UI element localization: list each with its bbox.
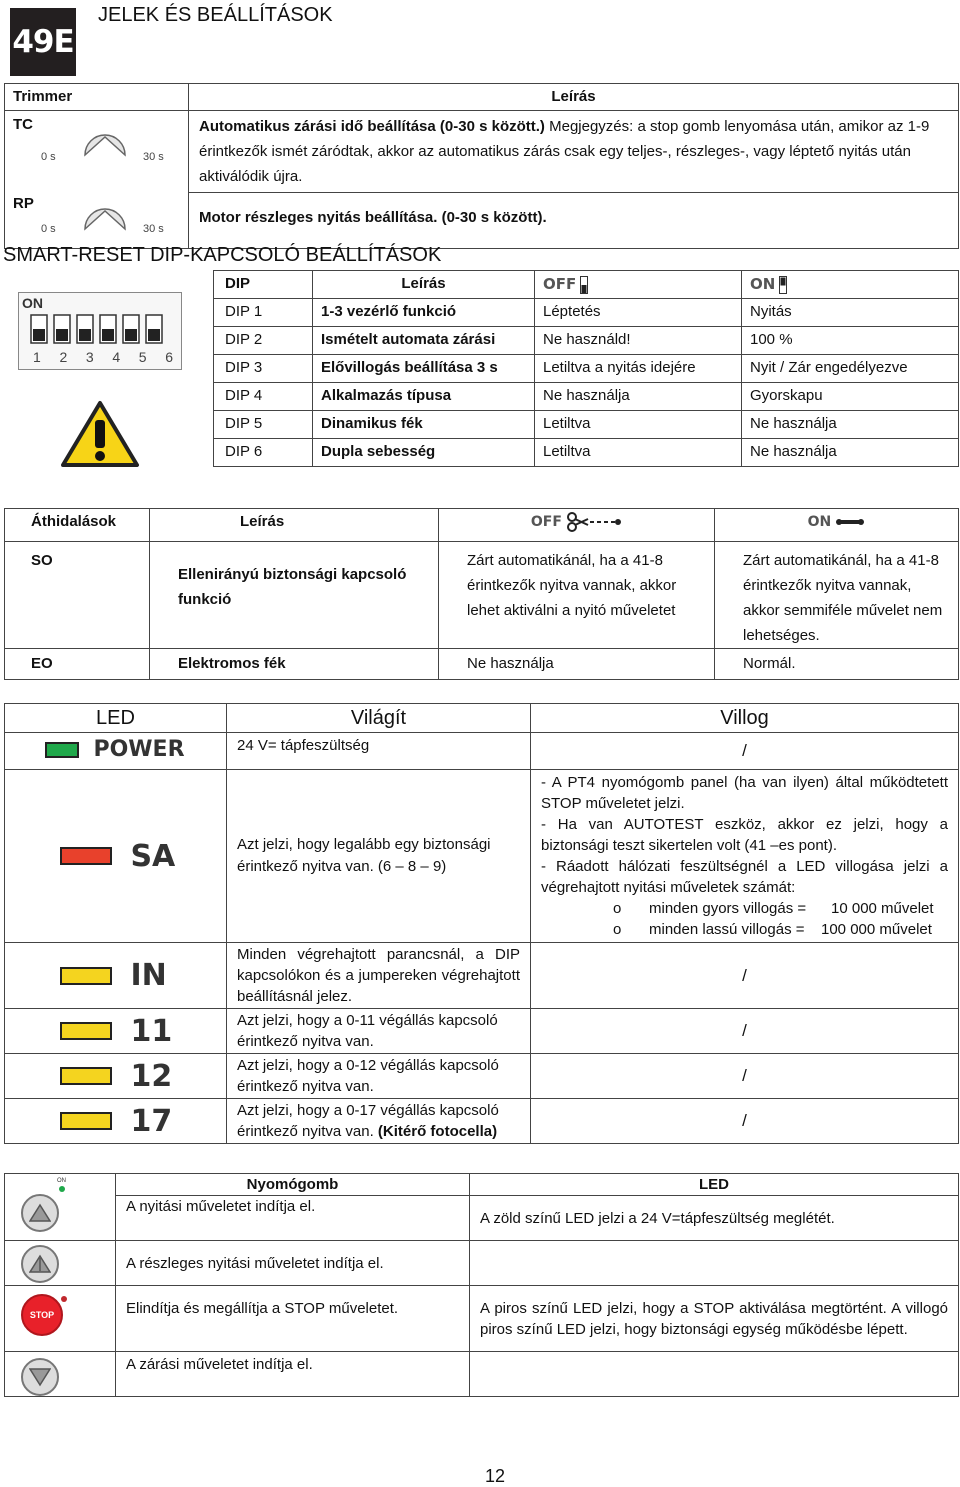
blink-header: Villog [531, 704, 959, 733]
jumpers-header: Áthidalások [5, 509, 150, 542]
red-led-icon [61, 1296, 67, 1302]
button-row [5, 1352, 959, 1397]
switch-number: 2 [59, 349, 68, 365]
button-desc: Elindítja és megállítja a STOP műveletet. [116, 1286, 470, 1352]
lit-text: Azt jelzi, hogy a 0-17 végállás kapcsoló érintkező nyitva van. [237, 1102, 499, 1140]
jumper-desc: Elektromos fék [150, 649, 439, 680]
led-12-icon [60, 1067, 112, 1085]
switch-number: 1 [33, 349, 41, 365]
jumper-on: Zárt automatikánál, ha a 41-8 érintkezők nyitva vannak, akkor semmiféle művelet nem lehetséges. [715, 542, 959, 649]
in-led-icon [60, 967, 112, 985]
switch-number: 3 [85, 349, 94, 365]
off-label: OFF [530, 514, 562, 530]
dip-off: Ne használja [535, 383, 742, 411]
button-header: Nyomógomb [116, 1174, 470, 1196]
led-label: 12 [130, 1058, 173, 1094]
led-lit-text: Minden végrehajtott parancsnál, a DIP kapcsolókon és a jumpereken végrehajtott beállításnál jelez. [227, 943, 531, 1009]
dip-switch-block-icon [18, 292, 182, 370]
trimmer-dial-icon [79, 123, 131, 161]
dip-desc: Ismételt automata zárási [313, 327, 535, 355]
led-row [5, 770, 959, 943]
led-17-icon [60, 1112, 112, 1130]
led-in-cell [5, 943, 227, 1009]
jumper-name: SO [5, 542, 150, 649]
jumper-desc: Ellenirányú biztonsági kapcsoló funkció [150, 542, 439, 649]
led-table [4, 703, 959, 1144]
bullet-value: 10 000 művelet [831, 900, 934, 917]
blink-bullet [541, 919, 948, 940]
led-label: 11 [130, 1013, 173, 1049]
switch-on-label: ON [22, 295, 43, 311]
jumper-on: Normál. [715, 649, 959, 680]
desc-bold: Motor részleges nyitás beállítása. (0-30 s között). [199, 209, 547, 226]
dip-desc: Alkalmazás típusa [313, 383, 535, 411]
led-lit-text: Azt jelzi, hogy legalább egy biztonsági érintkező nyitva van. (6 – 8 – 9) [227, 770, 531, 943]
switch-number: 6 [165, 349, 173, 365]
led-11-cell [5, 1009, 227, 1054]
led-blink-text: / [531, 943, 959, 1009]
button-row [5, 1196, 959, 1241]
dip-on: Gyorskapu [742, 383, 959, 411]
led-blink-text: / [531, 1099, 959, 1144]
led-17-cell [5, 1099, 227, 1144]
led-blink-text: / [531, 733, 959, 770]
cut-jumper-icon [566, 512, 622, 532]
button-desc: A nyitási műveletet indítja el. [116, 1196, 470, 1241]
buttons-table [4, 1173, 959, 1397]
dip-header: DIP [214, 271, 313, 299]
dip-row [214, 439, 959, 467]
button-led-desc: A piros színű LED jelzi, hogy a STOP aktiválása megtörtént. A villogó piros színű LED jelzi, hogy biztonsági egység működésbe lépett. [470, 1286, 959, 1352]
button-desc: A részleges nyitási műveletet indítja el. [116, 1241, 470, 1286]
dip-desc-header: Leírás [313, 271, 535, 299]
led-lit-text: Azt jelzi, hogy a 0-11 végállás kapcsoló érintkező nyitva van. [227, 1009, 531, 1054]
bullet-value: 100 000 művelet [821, 921, 932, 938]
button-led-header: LED [470, 1174, 959, 1196]
dip-desc: 1-3 vezérlő funkció [313, 299, 535, 327]
trimmer-header: Trimmer [5, 84, 189, 111]
close-icon[interactable] [21, 1358, 59, 1396]
blink-line: - Ha van AUTOTEST eszköz, akkor ez jelzi, hogy a biztonsági teszt sikertelen volt (41 –es pont). [541, 816, 948, 854]
jumper-off: Zárt automatikánál, ha a 41-8 érintkezők nyitva vannak, akkor lehet aktiválni a nyitó műveletet [439, 542, 715, 649]
led-label: IN [130, 958, 167, 993]
dip-id: DIP 2 [214, 327, 313, 355]
dip-on: 100 % [742, 327, 959, 355]
led-12-cell [5, 1054, 227, 1099]
dip-desc: Dupla sebesség [313, 439, 535, 467]
dial-min-label: 0 s [41, 151, 56, 163]
lit-bold-text: (Kitérő fotocella) [377, 1123, 498, 1140]
led-lit-text [227, 1099, 531, 1144]
dip-row [214, 299, 959, 327]
dip-off: Letiltva a nyitás idejére [535, 355, 742, 383]
warning-icon [60, 400, 140, 468]
led-label: 17 [130, 1103, 173, 1139]
dip-row [214, 383, 959, 411]
led-11-icon [60, 1022, 112, 1040]
dip-on: Ne használja [742, 439, 959, 467]
trimmer-rp-description [189, 193, 959, 249]
dip-switches-icon [27, 313, 175, 345]
led-row [5, 943, 959, 1009]
jumper-off: Ne használja [439, 649, 715, 680]
trimmer-table [4, 83, 959, 249]
dip-off-header [535, 271, 742, 299]
button-led-desc [470, 1241, 959, 1286]
led-row [5, 733, 959, 770]
section-badge: 49E [10, 8, 76, 76]
blink-line: - Ráadott hálózati feszültségnél a LED villogása jelzi a végrehajtott nyitási műveletek számát: [541, 858, 948, 896]
dip-id: DIP 5 [214, 411, 313, 439]
button-desc: A zárási műveletet indítja el. [116, 1352, 470, 1397]
button-icon-cell [5, 1177, 116, 1241]
led-blink-text [531, 770, 959, 943]
dial-max-label: 30 s [143, 151, 164, 163]
bullet-text: minden gyors villogás = [649, 900, 807, 917]
jumpers-off-header [439, 509, 715, 542]
dip-row [214, 355, 959, 383]
dip-section-title: SMART-RESET DIP-KAPCSOLÓ BEÁLLÍTÁSOK [3, 244, 442, 266]
dip-on: Nyitás [742, 299, 959, 327]
description-header: Leírás [189, 84, 959, 111]
dial-min-label: 0 s [41, 222, 56, 235]
dip-off: Letiltva [535, 439, 742, 467]
dip-id: DIP 3 [214, 355, 313, 383]
led-row [5, 1009, 959, 1054]
jumpers-on-header [715, 509, 959, 542]
dip-table [213, 270, 959, 467]
led-power-cell [5, 733, 227, 770]
led-header: LED [5, 704, 227, 733]
bullet-text: minden lassú villogás = [649, 921, 805, 938]
sa-led-icon [60, 847, 112, 865]
jumpers-desc-header: Leírás [150, 509, 439, 542]
dip-id: DIP 1 [214, 299, 313, 327]
led-row [5, 1054, 959, 1099]
led-blink-text: / [531, 1054, 959, 1099]
button-led-desc: A zöld színű LED jelzi a 24 V=tápfeszültség meglétét. [470, 1196, 959, 1241]
page-number: 12 [484, 1466, 506, 1486]
led-lit-text: Azt jelzi, hogy a 0-12 végállás kapcsoló érintkező nyitva van. [227, 1054, 531, 1099]
jumpers-table [4, 508, 959, 680]
bullet-mark: o [613, 921, 622, 938]
button-icon-cell [5, 1286, 116, 1352]
dip-off: Letiltva [535, 411, 742, 439]
jumper-row [5, 649, 959, 680]
dial-max-label: 30 s [143, 222, 164, 235]
page-title: JELEK ÉS BEÁLLÍTÁSOK [98, 4, 333, 26]
dip-row [214, 327, 959, 355]
trimmer-name: RP [13, 194, 34, 212]
green-led-icon [59, 1186, 65, 1192]
trimmer-name: TC [13, 116, 33, 133]
partial-open-icon[interactable] [21, 1245, 59, 1283]
trimmer-dial-icon [79, 197, 131, 235]
button-icon-cell [5, 1352, 116, 1397]
dip-on: Ne használja [742, 411, 959, 439]
on-label: ON [750, 275, 776, 293]
dip-off: Léptetés [535, 299, 742, 327]
led-sa-cell [5, 770, 227, 943]
switch-on-icon [779, 276, 787, 294]
switch-number: 5 [138, 349, 147, 365]
open-icon[interactable] [21, 1194, 59, 1232]
jumper-name: EO [5, 649, 150, 680]
dip-row [214, 411, 959, 439]
bullet-mark: o [613, 900, 622, 917]
jumper-on-icon [835, 512, 865, 532]
blink-bullet [541, 898, 948, 919]
led-row [5, 1099, 959, 1144]
off-label: OFF [543, 275, 577, 293]
trimmer-tc-cell [5, 111, 189, 193]
dip-on: Nyit / Zár engedélyezve [742, 355, 959, 383]
button-led-desc [470, 1352, 959, 1397]
dip-id: DIP 6 [214, 439, 313, 467]
jumper-row [5, 542, 959, 649]
blink-line: - A PT4 nyomógomb panel (ha van ilyen) által működtetett STOP műveletet jelzi. [541, 774, 948, 812]
switch-off-icon [580, 276, 588, 294]
on-label: ON [807, 514, 832, 530]
trimmer-rp-cell [5, 193, 189, 249]
dip-desc: Dinamikus fék [313, 411, 535, 439]
button-icon-cell [5, 1241, 116, 1286]
stop-icon[interactable]: STOP [21, 1294, 63, 1336]
button-row [5, 1286, 959, 1352]
dip-on-header [742, 271, 959, 299]
led-label: POWER [93, 737, 185, 762]
desc-bold: Automatikus zárási idő beállítása (0-30 s között.) [199, 118, 545, 135]
button-row [5, 1241, 959, 1286]
dip-id: DIP 4 [214, 383, 313, 411]
on-small-label: ON [57, 1177, 66, 1184]
dip-off: Ne használd! [535, 327, 742, 355]
lit-header: Világít [227, 704, 531, 733]
trimmer-tc-description [189, 111, 959, 193]
dip-desc: Elővillogás beállítása 3 s [313, 355, 535, 383]
power-led-icon [45, 742, 79, 758]
switch-numbers [33, 349, 173, 365]
desc-text: Megjegyzés: a stop gomb lenyomása után, amikor az 1-9 érintkezők ismét záródtak, akkor az automatikus zárás csak egy teljes-, részleges-, vagy léptető nyitás után aktiválódik újra. [199, 118, 930, 185]
led-label: SA [130, 838, 176, 874]
led-lit-text: 24 V= tápfeszültség [227, 733, 531, 770]
switch-number: 4 [112, 349, 121, 365]
led-blink-text: / [531, 1009, 959, 1054]
